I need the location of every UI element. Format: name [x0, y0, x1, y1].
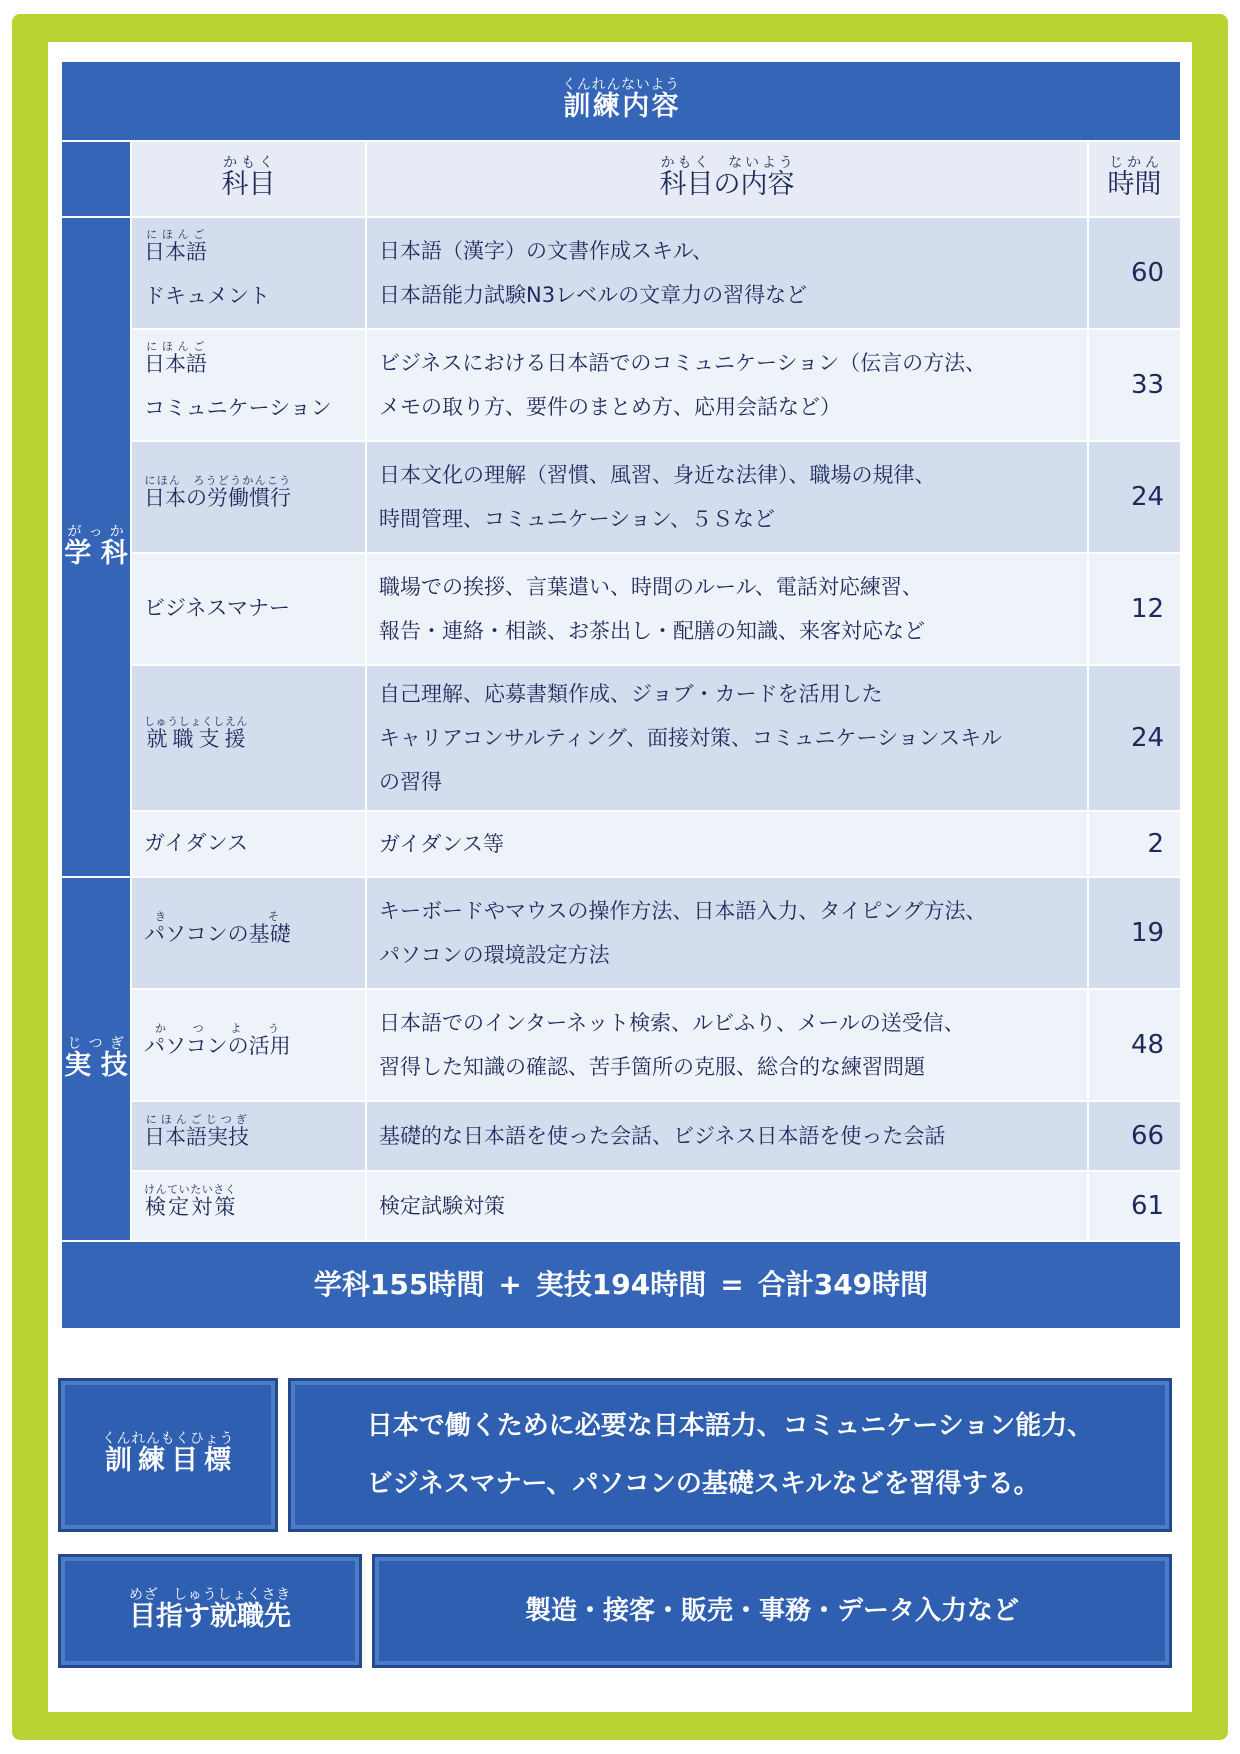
- content-cell: 職場での挨拶、言葉遣い、時間のルール、電話対応練習、 報告・連絡・相談、お茶出し・配膳の知識、来客対応など: [366, 553, 1088, 665]
- table-row: [61, 989, 1181, 1101]
- header-content: 科目の内容かもく ないよう: [366, 141, 1088, 217]
- hours-cell: 19: [1088, 877, 1181, 989]
- content-cell: ビジネスにおける日本語でのコミュニケーション（伝言の方法、 メモの取り方、要件のまとめ方、応用会話など）: [366, 329, 1088, 441]
- content-cell: 検定試験対策: [366, 1171, 1088, 1241]
- content-cell: キーボードやマウスの操作方法、日本語入力、タイピング方法、 パソコンの環境設定方法: [366, 877, 1088, 989]
- goal-label-box: 訓練目標くんれんもくひょう: [58, 1378, 278, 1532]
- content-cell: 日本文化の理解（習慣、風習、身近な法律）、職場の規律、 時間管理、コミュニケーション、５Ｓなど: [366, 441, 1088, 553]
- content-cell: 自己理解、応募書類作成、ジョブ・カードを活用した キャリアコンサルティング、面接対策、コミュニケーションスキル の習得: [366, 665, 1088, 811]
- table-row: [61, 877, 1181, 989]
- table-header: [61, 141, 1181, 217]
- table-row: [61, 811, 1181, 877]
- goal-text-box: 日本で働くために必要な日本語力、コミュニケーション能力、 ビジネスマナー、パソコンの基礎スキルなどを習得する。: [288, 1378, 1172, 1532]
- career-label-box: 目指す就職先めざ しゅうしょくさき: [58, 1554, 362, 1668]
- subject-cell: 日本語にほんご コミュニケーション: [131, 329, 366, 441]
- hours-cell: 61: [1088, 1171, 1181, 1241]
- header-subject: 科目かもく: [131, 141, 366, 217]
- content-cell: ガイダンス等: [366, 811, 1088, 877]
- table-row: [61, 1101, 1181, 1171]
- table-row: [61, 1171, 1181, 1241]
- subject-cell: 検定対策けんていたいさく: [131, 1171, 366, 1241]
- header-hours: 時間じかん: [1088, 141, 1181, 217]
- subject-cell: ビジネスマナー: [131, 553, 366, 665]
- hours-cell: 24: [1088, 665, 1181, 811]
- hours-cell: 24: [1088, 441, 1181, 553]
- total-hours: 学科155時間 + 実技194時間 = 合計349時間: [61, 1241, 1181, 1329]
- hours-cell: 48: [1088, 989, 1181, 1101]
- subject-cell: ガイダンス: [131, 811, 366, 877]
- content-cell: 日本語でのインターネット検索、ルビふり、メールの送受信、 習得した知識の確認、苦手箇所の克服、総合的な練習問題: [366, 989, 1088, 1101]
- hours-cell: 60: [1088, 217, 1181, 329]
- subject-cell: 日本語実技にほんごじつぎ: [131, 1101, 366, 1171]
- table-row: [61, 553, 1181, 665]
- table-row: [61, 665, 1181, 811]
- subject-cell: パソコンの活用かつよう: [131, 989, 366, 1101]
- subject-cell: 就職支援しゅうしょくしえん: [131, 665, 366, 811]
- hours-cell: 12: [1088, 553, 1181, 665]
- table-row: [61, 217, 1181, 329]
- table-title: 訓練内容くんれんないよう: [61, 61, 1181, 141]
- header-blank: [61, 141, 131, 217]
- subject-cell: 日本の労働慣行にほん ろうどうかんこう: [131, 441, 366, 553]
- category-gakka: 学 科がっか: [61, 217, 131, 877]
- category-jitsugi: 実 技じつぎ: [61, 877, 131, 1241]
- content-cell: 基礎的な日本語を使った会話、ビジネス日本語を使った会話: [366, 1101, 1088, 1171]
- content-panel: [48, 42, 1192, 1712]
- hours-cell: 66: [1088, 1101, 1181, 1171]
- table-row: [61, 329, 1181, 441]
- table-row: [61, 441, 1181, 553]
- content-cell: 日本語（漢字）の文書作成スキル、 日本語能力試験N3レベルの文章力の習得など: [366, 217, 1088, 329]
- hours-cell: 2: [1088, 811, 1181, 877]
- career-text-box: 製造・接客・販売・事務・データ入力など: [372, 1554, 1172, 1668]
- subject-cell: パソコンの基礎きそ: [131, 877, 366, 989]
- subject-cell: 日本語にほんご ドキュメント: [131, 217, 366, 329]
- training-table: [60, 60, 1182, 1330]
- hours-cell: 33: [1088, 329, 1181, 441]
